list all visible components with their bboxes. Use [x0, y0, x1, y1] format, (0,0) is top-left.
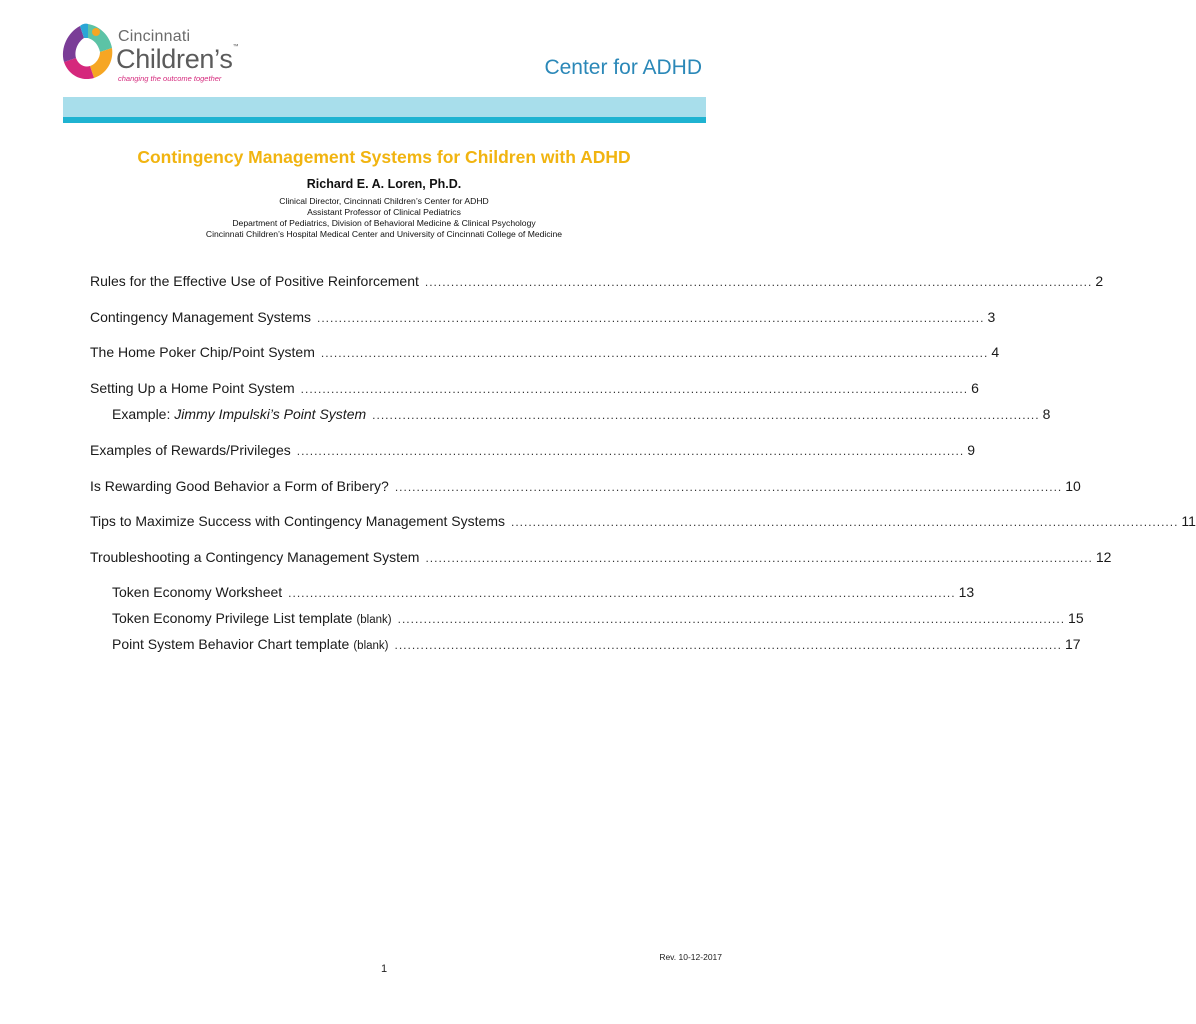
logo-line-childrens — [116, 44, 238, 75]
toc-entry[interactable] — [112, 406, 1051, 426]
toc-leader-dots: .......................................................................................................................................................... — [317, 311, 985, 325]
toc-entry-title: Rules for the Effective Use of Positive Reinforcement — [90, 273, 419, 289]
toc-leader-dots: .......................................................................................................................................................... — [394, 638, 1062, 652]
affiliation-line: Cincinnati Children’s Hospital Medical Center and University of Cincinnati College of Medicine — [205, 229, 563, 239]
toc-page-number: 15 — [1068, 610, 1084, 626]
toc-page-number: 17 — [1064, 636, 1081, 652]
toc-leader-dots: .......................................................................................................................................................... — [288, 586, 956, 600]
toc-entry[interactable] — [90, 513, 1196, 533]
revision-date: Rev. 10-12-2017 — [659, 952, 722, 962]
toc-page-number: 8 — [1042, 406, 1051, 422]
logo-tagline: changing the outcome together — [118, 74, 222, 83]
cincinnati-childrens-logo-icon — [60, 18, 116, 84]
toc-entry-text: Token Economy Privilege List template — [112, 610, 353, 626]
toc-entry-title — [112, 636, 389, 652]
affiliation-line: Assistant Professor of Clinical Pediatrics — [307, 207, 461, 217]
toc-entry-title: Tips to Maximize Success with Contingency Management Systems — [90, 513, 505, 529]
toc-page-number: 10 — [1065, 478, 1081, 494]
toc-leader-dots: .......................................................................................................................................................... — [424, 275, 1093, 289]
logo-childrens-text: Children’s — [116, 44, 233, 74]
header-banner-light — [63, 97, 706, 117]
toc-entry-title: Examples of Rewards/Privileges — [90, 442, 291, 458]
toc-page-number: 3 — [987, 309, 996, 325]
header-banner-dark — [63, 117, 706, 123]
toc-page-number: 12 — [1095, 549, 1112, 565]
author-name: Richard E. A. Loren, Ph.D. — [306, 177, 462, 191]
toc-page-number: 6 — [971, 380, 979, 396]
document-title: Contingency Management Systems for Children with ADHD — [137, 147, 631, 167]
toc-leader-dots: .......................................................................................................................................................... — [300, 382, 969, 396]
toc-leader-dots: .......................................................................................................................................................... — [394, 480, 1063, 494]
toc-entry-title: Contingency Management Systems — [90, 309, 311, 325]
toc-leader-dots: .......................................................................................................................................................... — [320, 346, 989, 360]
toc-leader-dots: .......................................................................................................................................................... — [425, 551, 1093, 565]
toc-entry[interactable] — [90, 344, 1000, 364]
toc-entry[interactable] — [90, 549, 1112, 569]
toc-entry[interactable] — [90, 273, 1104, 293]
affiliation-line: Clinical Director, Cincinnati Children’s Center for ADHD — [279, 196, 489, 206]
toc-entry[interactable] — [90, 309, 996, 329]
toc-entry-text: Point System Behavior Chart template — [112, 636, 350, 652]
toc-entry[interactable] — [90, 380, 979, 400]
toc-entry-title: The Home Poker Chip/Point System — [90, 344, 315, 360]
toc-leader-dots: .......................................................................................................................................................... — [397, 612, 1066, 626]
toc-entry-italic: Jimmy Impulski’s Point System — [174, 406, 367, 422]
center-name: Center for ADHD — [544, 56, 702, 79]
toc-entry-title: Setting Up a Home Point System — [90, 380, 295, 396]
toc-entry-title: Is Rewarding Good Behavior a Form of Bribery? — [90, 478, 389, 494]
toc-leader-dots: .......................................................................................................................................................... — [372, 408, 1040, 422]
toc-entry-title: Token Economy Worksheet — [112, 584, 283, 600]
page-header — [0, 0, 768, 130]
toc-entry[interactable] — [112, 610, 1084, 630]
toc-page-number: 13 — [958, 584, 975, 600]
logo-line-cincinnati: Cincinnati — [118, 28, 191, 45]
logo-trademark: ™ — [232, 44, 239, 50]
toc-leader-dots: .......................................................................................................................................................... — [296, 444, 965, 458]
toc-leader-dots: .......................................................................................................................................................... — [510, 515, 1179, 529]
toc-entry-title — [112, 406, 366, 422]
toc-entry[interactable] — [90, 478, 1081, 498]
toc-page-number: 2 — [1095, 273, 1104, 289]
toc-entry-note: (blank) — [353, 640, 389, 652]
toc-page-number: 9 — [967, 442, 975, 458]
toc-entry[interactable] — [112, 584, 975, 604]
toc-entry-title: Troubleshooting a Contingency Management System — [90, 549, 420, 565]
toc-entry-note: (blank) — [356, 614, 392, 626]
toc-entry-prefix: Example: — [112, 406, 175, 422]
toc-page-number: 11 — [1181, 513, 1196, 529]
toc-entry[interactable] — [90, 442, 975, 462]
page-number: 1 — [380, 963, 388, 975]
toc-entry[interactable] — [112, 636, 1081, 656]
toc-page-number: 4 — [991, 344, 1000, 360]
toc-entry-title — [112, 610, 392, 626]
affiliation-line: Department of Pediatrics, Division of Behavioral Medicine & Clinical Psychology — [232, 218, 536, 228]
